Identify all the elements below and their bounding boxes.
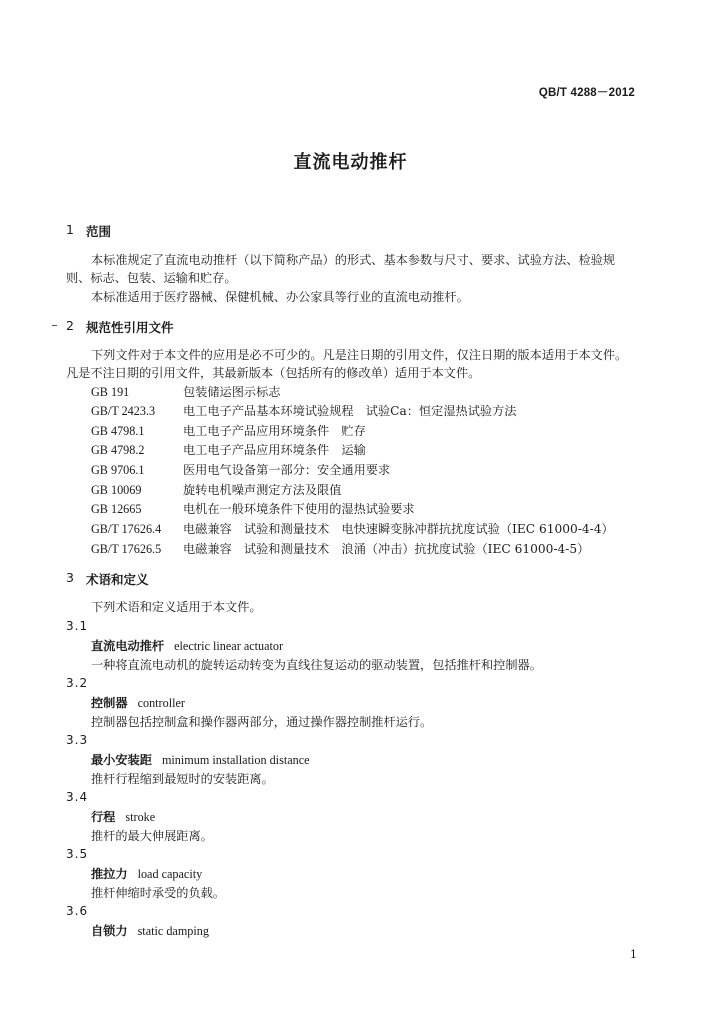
term-heading — [91, 923, 209, 939]
ref-title: 包装储运图示标志 — [183, 385, 281, 399]
term-zh: 控制器 — [91, 696, 128, 710]
document-title: 直流电动推杆 — [293, 152, 408, 173]
term-en: minimum installation distance — [161, 753, 310, 767]
term-zh: 推拉力 — [91, 867, 128, 881]
normative-intro-line2: 凡是不注日期的引用文件，其最新版本（包括所有的修改单）适用于本文件。 — [66, 366, 481, 380]
normative-intro-line1: 下列文件对于本文件的应用是必不可少的。凡是注日期的引用文件，仅注日期的版本适用于本文件。 — [91, 348, 628, 362]
term-heading — [91, 695, 185, 711]
term-heading — [91, 752, 310, 768]
term-heading — [91, 638, 283, 654]
standard-number: QB/T 4288－2012 — [538, 87, 635, 99]
ref-title: 电磁兼容 试验和测量技术 浪涌（冲击）抗扰度试验（IEC 61000-4-5） — [183, 542, 590, 556]
ref-title: 旋转电机噪声测定方法及限值 — [183, 483, 342, 497]
term-en: electric linear actuator — [174, 639, 284, 653]
section-3-number: 3 — [66, 570, 74, 585]
ref-code: GB 4798.1 — [91, 424, 145, 438]
ref-item — [91, 462, 390, 478]
margin-mark — [52, 325, 57, 326]
ref-item — [91, 521, 614, 537]
terms-intro: 下列术语和定义适用于本文件。 — [91, 600, 262, 614]
section-1-heading: 范围 — [86, 224, 112, 239]
ref-title: 电磁兼容 试验和测量技术 电快速瞬变脉冲群抗扰度试验（IEC 61000-4-4） — [183, 522, 614, 536]
ref-item — [91, 541, 589, 557]
term-zh: 自锁力 — [91, 924, 128, 938]
page-number: 1 — [630, 948, 637, 961]
ref-code: GB 4798.2 — [91, 443, 145, 457]
ref-item — [91, 442, 366, 458]
ref-title: 电工电子产品应用环境条件 贮存 — [183, 424, 366, 438]
ref-code: GB 9706.1 — [91, 463, 145, 477]
term-number: 3.3 — [66, 733, 89, 747]
term-definition: 推杆伸缩时承受的负载。 — [91, 886, 226, 900]
section-2-number: 2 — [66, 318, 74, 333]
term-en: load capacity — [137, 867, 203, 881]
ref-code: GB/T 2423.3 — [91, 404, 156, 418]
term-definition: 控制器包括控制盒和操作器两部分，通过操作器控制推杆运行。 — [91, 715, 433, 729]
ref-code: GB/T 17626.4 — [91, 522, 162, 536]
term-en: stroke — [125, 810, 156, 824]
ref-title: 电工电子产品应用环境条件 运输 — [183, 443, 366, 457]
scope-para1-line2: 则、标志、包装、运输和贮存。 — [66, 271, 237, 285]
scope-para2: 本标准适用于医疗器械、保健机械、办公家具等行业的直流电动推杆。 — [91, 290, 469, 304]
term-heading — [91, 809, 155, 825]
scope-para1-line1: 本标准规定了直流电动推杆（以下简称产品）的形式、基本参数与尺寸、要求、试验方法、检验规 — [91, 253, 616, 267]
ref-code: GB 10069 — [91, 483, 142, 497]
ref-code: GB/T 17626.5 — [91, 542, 162, 556]
term-definition: 推杆的最大伸展距离。 — [91, 829, 213, 843]
ref-code: GB 12665 — [91, 502, 142, 516]
term-number: 3.2 — [66, 676, 89, 690]
term-number: 3.5 — [66, 847, 89, 861]
term-definition: 推杆行程缩到最短时的安装距离。 — [91, 772, 274, 786]
term-number: 3.1 — [66, 619, 89, 633]
ref-item — [91, 501, 415, 517]
term-en: static damping — [137, 924, 209, 938]
ref-item — [91, 384, 281, 400]
term-en: controller — [137, 696, 185, 710]
ref-item — [91, 423, 366, 439]
term-definition: 一种将直流电动机的旋转运动转变为直线往复运动的驱动装置，包括推杆和控制器。 — [91, 658, 542, 672]
section-1-number: 1 — [66, 222, 74, 237]
ref-code: GB 191 — [91, 385, 130, 399]
term-number: 3.4 — [66, 790, 89, 804]
ref-item — [91, 482, 341, 498]
section-2-heading: 规范性引用文件 — [86, 320, 174, 335]
term-zh: 行程 — [91, 810, 116, 824]
ref-item — [91, 403, 516, 419]
term-zh: 直流电动推杆 — [91, 639, 165, 653]
term-number: 3.6 — [66, 904, 89, 918]
ref-title: 医用电气设备第一部分：安全通用要求 — [183, 463, 391, 477]
section-3-heading: 术语和定义 — [86, 572, 149, 587]
ref-title: 电工电子产品基本环境试验规程 试验Ca：恒定湿热试验方法 — [183, 404, 517, 418]
term-zh: 最小安装距 — [91, 753, 152, 767]
ref-title: 电机在一般环境条件下使用的湿热试验要求 — [183, 502, 415, 516]
term-heading — [91, 866, 202, 882]
